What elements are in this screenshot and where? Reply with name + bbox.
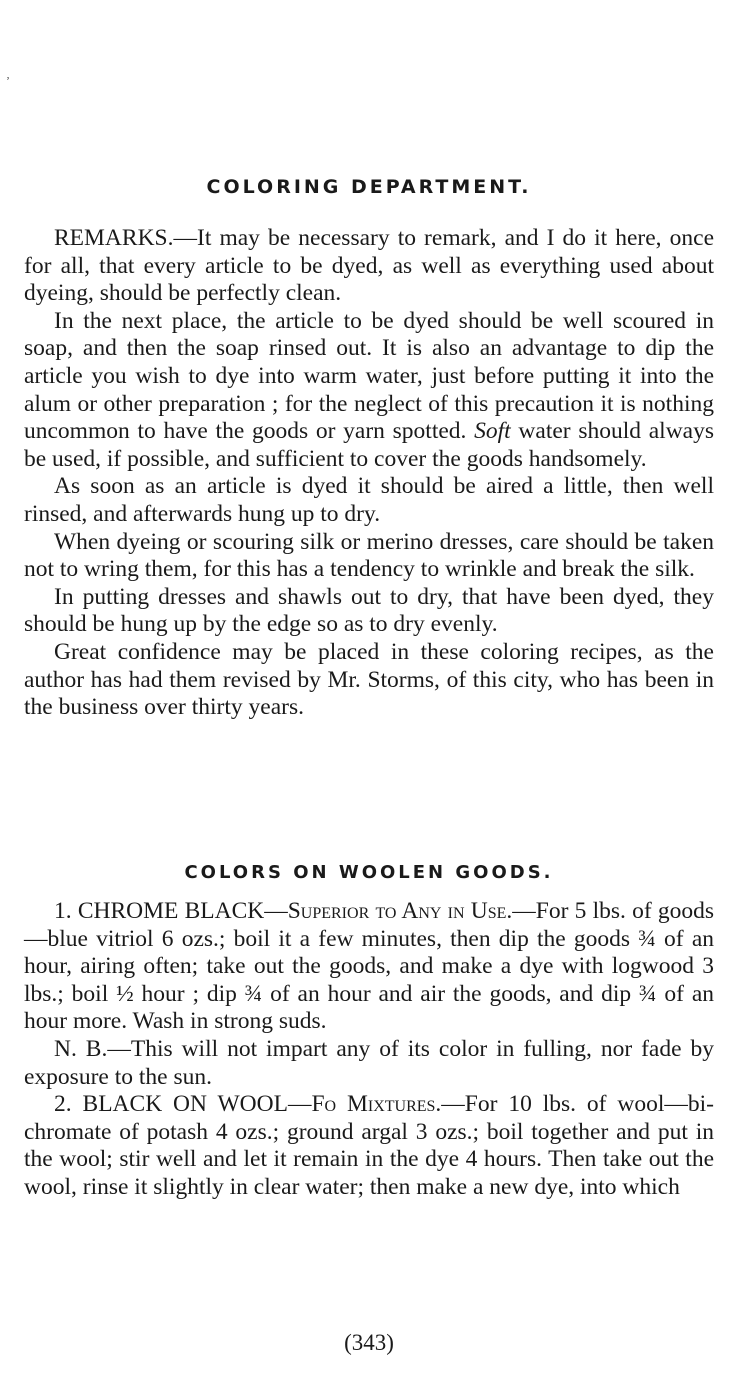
page-title: COLORING DEPARTMENT. (206, 176, 532, 198)
recipe-text: —For 10 lbs. of wool—bi-chromate of potash 4 ozs.; ground argal 3 ozs.; boil together and put in the wool; stir well and let it remain in the dye 4 hours. Then take out the wool, rinse it slightly in clear water; then make a new dye, into which (24, 1091, 714, 1200)
section-heading: COLORS ON WOOLEN GOODS. (184, 862, 554, 883)
recipe-title: 2. BLACK ON WOOL (54, 1091, 288, 1118)
note-text: —This will not impart any of its color in fulling, nor fade by exposure to the sun. (24, 1035, 714, 1090)
note-lead: N. B. (54, 1035, 108, 1062)
paragraph (24, 308, 714, 474)
recipe-chrome-black (24, 898, 714, 1036)
paragraph: Great confidence may be placed in these coloring recipes, as the author has had them revised by Mr. Storms, of this city, who has been in the business over thirty years. (24, 638, 714, 721)
page-number: (343) (344, 1330, 394, 1355)
remarks-section (24, 225, 714, 722)
paragraph-text: In the next place, the article to be dyed should be well scoured in soap, and then the soap rinsed out. It is also an advantage to dip the article you wish to dye into warm water, just before putting it into the alum or other preparation ; for the neglect of this precaution it is nothing uncommon to have the goods or yarn spotted. (24, 307, 714, 445)
paragraph: In putting dresses and shawls out to dry, that have been dyed, they should be hung up by the edge so as to dry evenly. (24, 583, 714, 638)
recipe-subtitle: —Superior to Any in Use. (264, 898, 513, 924)
paragraph: When dyeing or scouring silk or merino dresses, care should be taken not to wring them, for this has a tendency to wrinkle and break the silk. (24, 528, 714, 583)
paragraph: As soon as an article is dyed it should be aired a little, then well rinsed, and afterwards hung up to dry. (24, 473, 714, 527)
remarks-lead: REMARKS. (54, 225, 174, 251)
recipe-black-on-wool (24, 1091, 714, 1201)
paragraph-remarks (24, 225, 714, 308)
recipes-section (24, 898, 714, 1202)
paragraph-text: —It may be necessary to remark, and I do it here, once for all, that every article to be dyed, as well as everything used about dyeing, should be perfectly clean. (24, 225, 714, 307)
note-paragraph (24, 1036, 714, 1091)
emphasis-text: Soft (474, 418, 511, 445)
recipe-subtitle: —Fo Mixtures. (287, 1091, 442, 1118)
margin-mark: ʼ (6, 74, 10, 88)
recipe-text: —For 5 lbs. of goods—blue vitriol 6 ozs.; boil it a few minutes, then dip the goods ¾ of an hour, airing often; take out the goods, and make a dye with logwood 3 lbs.; boil ½ hour ; dip ¾ of an hour and air the goods, and dip ¾ of an hour more. Wash in strong suds. (24, 898, 715, 1035)
recipe-title: 1. CHROME BLACK (54, 898, 265, 924)
paragraph-text: water should always be used, if possible, and sufficient to cover the goods handsomely. (24, 418, 714, 472)
